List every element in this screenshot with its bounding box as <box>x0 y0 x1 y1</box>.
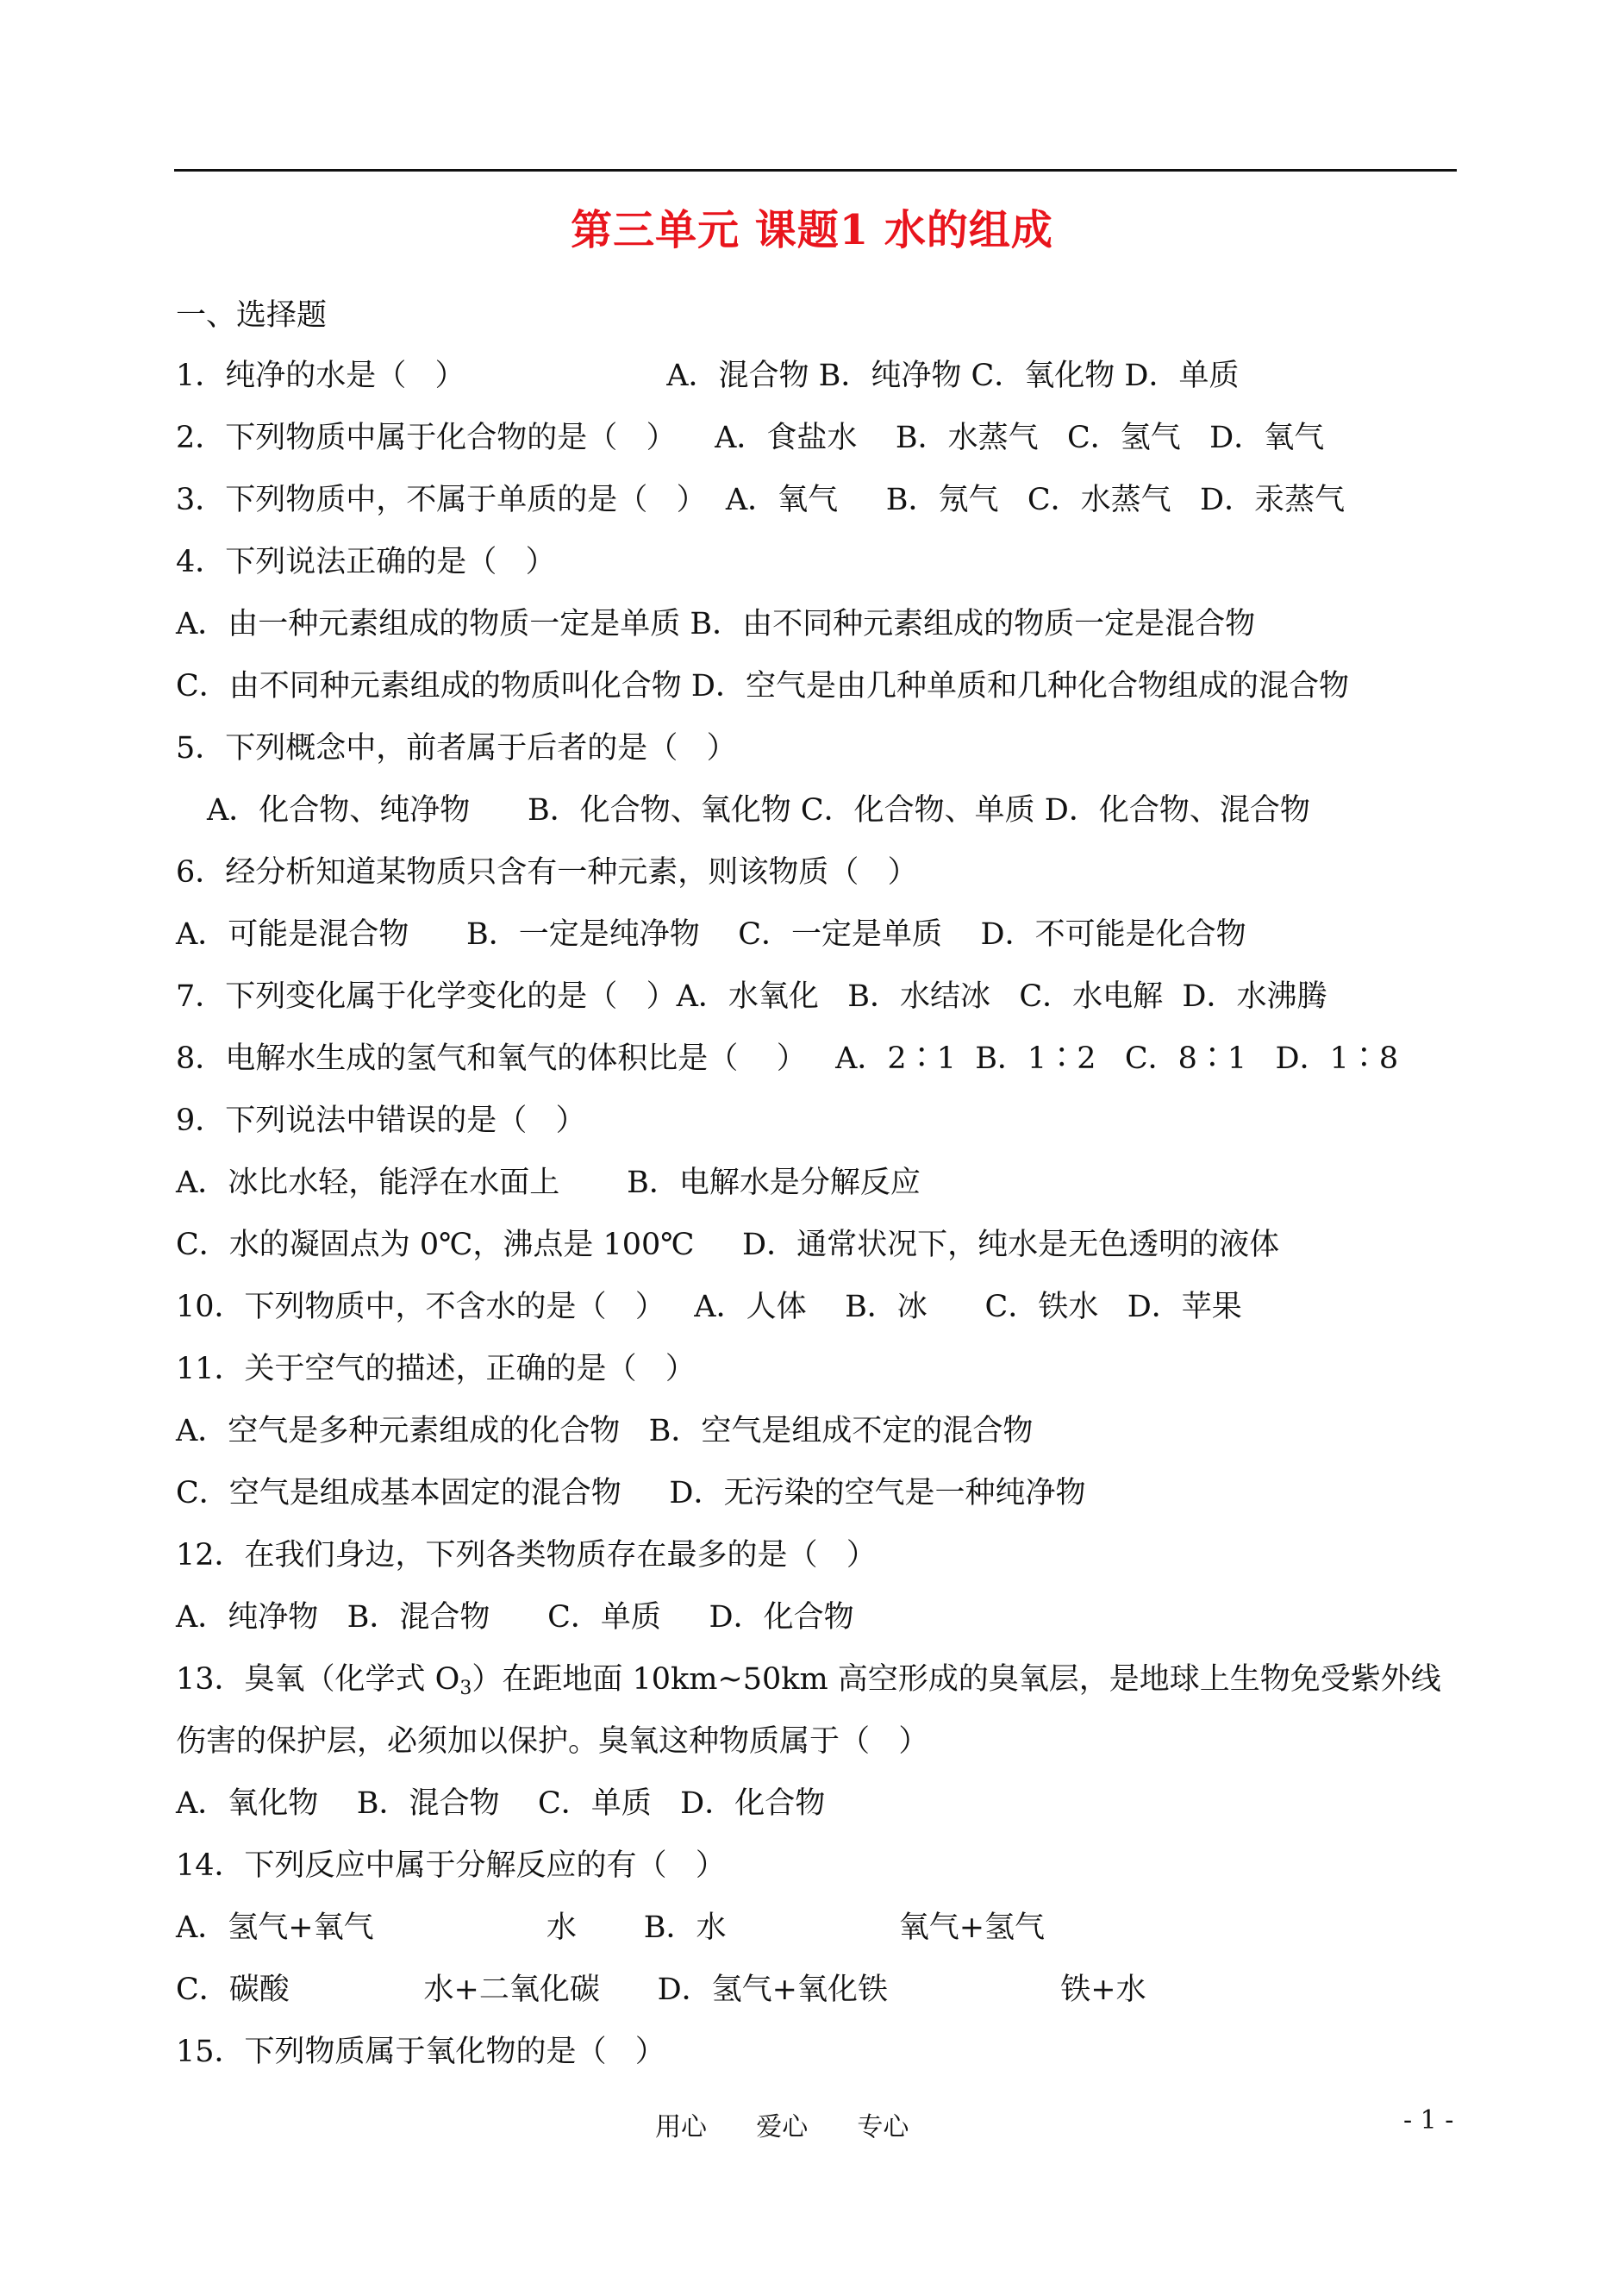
question-14: 14．下列反应中属于分解反应的有（ ） <box>176 1848 726 1883</box>
question-1: 1．纯净的水是（ ） A．混合物 B．纯净物 C．氧化物 D．单质 <box>176 359 1240 393</box>
question-11-options-cd: C．空气是组成基本固定的混合物 D．无污染的空气是一种纯净物 <box>176 1476 1086 1510</box>
question-13-continued: 伤害的保护层，必须加以保护。臭氧这种物质属于（ ） <box>176 1724 929 1759</box>
page-title: 第三单元 课题1 水的组成 <box>571 206 1053 254</box>
question-3: 3．下列物质中，不属于单质的是（ ） A．氧气 B．氖气 C．水蒸气 D．汞蒸气 <box>176 483 1346 517</box>
question-14-options-cd: C．碳酸 水+二氧化碳 D．氢气+氧化铁 铁+水 <box>176 1973 1146 2007</box>
question-6: 6．经分析知道某物质只含有一种元素，则该物质（ ） <box>176 855 918 890</box>
header-rule <box>174 169 1457 172</box>
question-15: 15．下列物质属于氧化物的是（ ） <box>176 2035 665 2069</box>
question-12: 12．在我们身边，下列各类物质存在最多的是（ ） <box>176 1538 877 1573</box>
question-13: 13．臭氧（化学式 $O_3$）在距地面 10km~50km 高空形成的臭氧层，是地球上生物免受紫外线 <box>176 1662 1441 1699</box>
section-heading: 一、选择题 <box>176 298 328 333</box>
question-2: 2．下列物质中属于化合物的是（ ） A．食盐水 B．水蒸气 C．氢气 D．氧气 <box>176 421 1325 455</box>
question-5-options: A．化合物、纯净物 B．化合物、氧化物 C．化合物、单质 D．化合物、混合物 <box>207 793 1310 828</box>
question-4-options-cd: C．由不同种元素组成的物质叫化合物 D．空气是由几种单质和几种化合物组成的混合物 <box>176 669 1349 704</box>
question-10: 10．下列物质中，不含水的是（ ） A．人体 B．冰 C．铁水 D．苹果 <box>176 1290 1242 1324</box>
question-4-options-ab: A．由一种元素组成的物质一定是单质 B．由不同种元素组成的物质一定是混合物 <box>176 607 1256 641</box>
question-11: 11．关于空气的描述，正确的是（ ） <box>176 1352 696 1386</box>
question-6-options: A．可能是混合物 B．一定是纯净物 C．一定是单质 D．不可能是化合物 <box>176 917 1246 952</box>
question-11-options-ab: A．空气是多种元素组成的化合物 B．空气是组成不定的混合物 <box>176 1414 1034 1448</box>
question-5: 5．下列概念中，前者属于后者的是（ ） <box>176 731 737 766</box>
question-14-options-ab: A．氢气+氧气 水 B．水 氧气+氢气 <box>176 1910 1046 1945</box>
footer-motto: 用心 爱心 专心 <box>655 2112 909 2142</box>
question-7: 7．下列变化属于化学变化的是（ ）A．水氧化 B．水结冰 C．水电解 D．水沸腾 <box>176 979 1327 1014</box>
question-9: 9．下列说法中错误的是（ ） <box>176 1104 586 1138</box>
question-9-options-ab: A．冰比水轻，能浮在水面上 B．电解水是分解反应 <box>176 1166 921 1200</box>
question-8: 8．电解水生成的氢气和氧气的体积比是（ ） A．2∶1 B．1∶2 C．8∶1 D．1∶8 <box>176 1041 1399 1076</box>
question-9-options-cd: C．水的凝固点为 0℃，沸点是 100℃ D．通常状况下，纯水是无色透明的液体 <box>176 1228 1280 1262</box>
page-number: - 1 - <box>1403 2105 1454 2136</box>
subscript-3: 3 <box>459 1678 472 1699</box>
question-13-options: A．氧化物 B．混合物 C．单质 D．化合物 <box>176 1786 826 1821</box>
question-4: 4．下列说法正确的是（ ） <box>176 545 556 579</box>
question-12-options: A．纯净物 B．混合物 C．单质 D．化合物 <box>176 1600 854 1635</box>
